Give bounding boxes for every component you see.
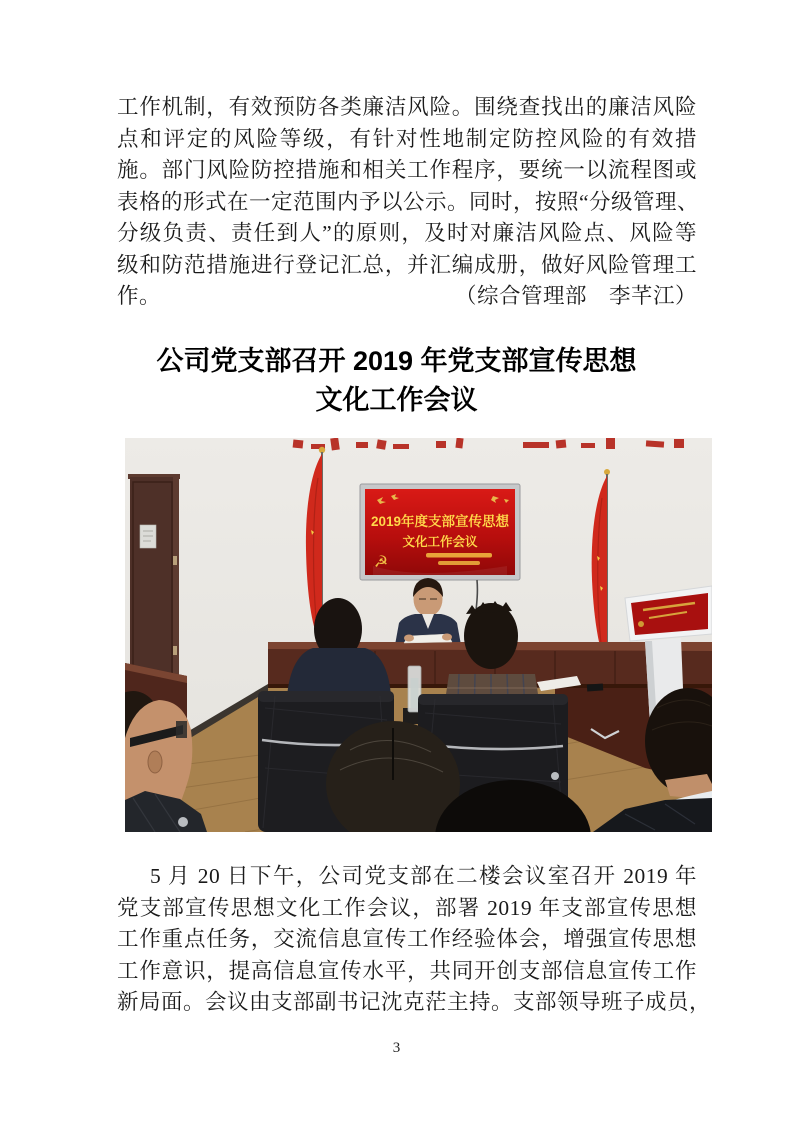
speaker-documents bbox=[404, 634, 452, 644]
closing-line bbox=[117, 281, 697, 313]
phone-on-desk bbox=[587, 683, 603, 691]
meeting-photo bbox=[125, 438, 712, 832]
text-line: 新局面。会议由支部副书记沈克茫主持。支部领导班子成员， bbox=[117, 990, 712, 1014]
article-title-line2: 文化工作会议 bbox=[315, 385, 478, 415]
door-notice-paper bbox=[140, 525, 156, 548]
article-title-line1: 公司党支部召开 2019 年党支部宣传思想 bbox=[156, 346, 637, 376]
party-emblem-icon: ☭ bbox=[373, 554, 389, 571]
text-line: 5 月 20 日下午，公司党支部在二楼会议室召开 2019 年 bbox=[150, 864, 697, 888]
text-line: 工作机制，有效预防各类廉洁风险。围绕查找出的廉洁风险 bbox=[117, 95, 697, 119]
chair-lever bbox=[551, 772, 559, 780]
door-hinge bbox=[173, 646, 177, 655]
slide-title-line2: 文化工作会议 bbox=[402, 535, 478, 549]
jacket-zip bbox=[178, 817, 188, 827]
ear bbox=[148, 751, 162, 773]
closing-text: 作。 bbox=[117, 284, 162, 308]
slide-date-bar bbox=[438, 561, 480, 565]
door-hinge bbox=[173, 556, 177, 565]
author-attribution: （综合管理部 李芊江） bbox=[454, 284, 697, 308]
text-line: 工作重点任务，交流信息宣传工作经验体会，增强宣传思想 bbox=[117, 927, 697, 951]
text-line: 工作意识，提高信息宣传水平，共同开创支部信息宣传工作 bbox=[117, 958, 697, 983]
text-line: 点和评定的风险等级，有针对性地制定防控风险的有效措 bbox=[117, 126, 697, 151]
text-line: 级和防范措施进行登记汇总，并汇编成册，做好风险管理工 bbox=[117, 252, 697, 277]
page-number: 3 bbox=[392, 1040, 401, 1056]
text-line: 表格的形式在一定范围内予以公示。同时，按照“分级管理、 bbox=[117, 189, 700, 214]
meeting-photo-scene bbox=[125, 438, 712, 832]
slide-subtitle-bar bbox=[426, 553, 492, 558]
prev-article-paragraph bbox=[117, 92, 700, 313]
text-line: 分级负责、责任到人”的原则，及时对廉洁风险点、风险等 bbox=[117, 221, 697, 245]
article-title bbox=[0, 342, 793, 420]
slide-title-line1: 2019年度支部宣传思想 bbox=[370, 514, 510, 529]
text-line: 党支部宣传思想文化工作会议，部署 2019 年支部宣传思想 bbox=[117, 895, 697, 920]
article-body-paragraph bbox=[117, 861, 712, 1019]
text-line: 施。部门风险防控措施和相关工作程序，要统一以流程图或 bbox=[117, 158, 697, 182]
